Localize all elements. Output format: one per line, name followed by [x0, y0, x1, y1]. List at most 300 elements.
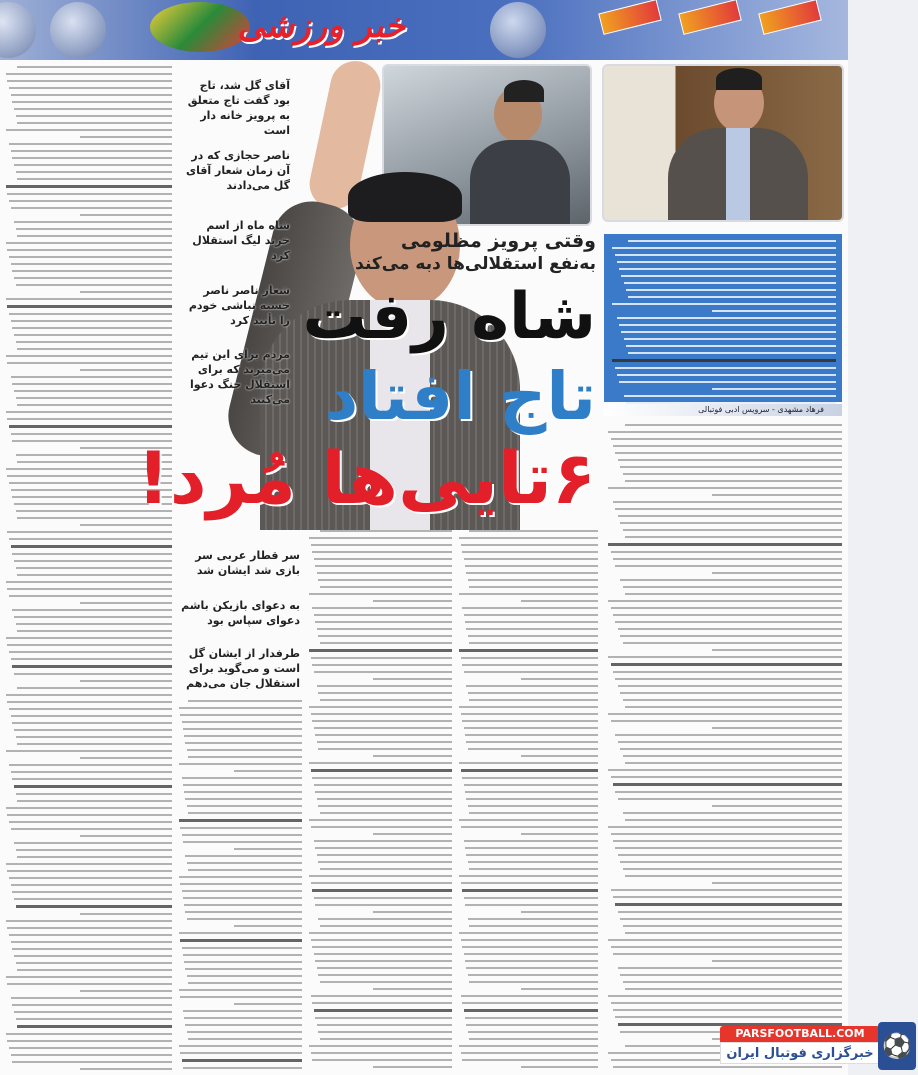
- text-line: [618, 741, 842, 743]
- text-line: [317, 628, 452, 630]
- text-line: [183, 728, 302, 730]
- text-line: [468, 692, 598, 694]
- text-line: [314, 953, 452, 955]
- text-line: [312, 889, 452, 892]
- text-line: [9, 87, 172, 89]
- text-line: [12, 665, 172, 668]
- text-line: [620, 918, 842, 920]
- text-line: [461, 713, 598, 715]
- text-line: [14, 898, 172, 900]
- text-line: [11, 658, 172, 660]
- text-line: [625, 875, 842, 877]
- text-line: [521, 600, 598, 602]
- text-line: [459, 819, 598, 821]
- text-line: [6, 581, 172, 583]
- pull-quote: ناصر حجازی که در آن زمان شعار آقای گل می‌دادند: [186, 149, 290, 192]
- text-line: [628, 296, 836, 298]
- text-line: [613, 783, 842, 786]
- text-line: [188, 756, 302, 758]
- text-line: [182, 777, 302, 779]
- text-line: [6, 185, 172, 188]
- text-line: [712, 572, 842, 574]
- text-line: [312, 1002, 452, 1004]
- text-line: [312, 607, 452, 609]
- text-column: [606, 424, 842, 1074]
- text-line: [6, 694, 172, 696]
- football-graphic: [50, 2, 106, 58]
- text-line: [80, 1068, 172, 1070]
- text-line: [179, 819, 302, 822]
- text-line: [465, 1017, 598, 1019]
- text-line: [309, 932, 452, 934]
- text-line: [466, 798, 598, 800]
- text-line: [625, 706, 842, 708]
- text-line: [615, 254, 836, 256]
- text-line: [17, 800, 172, 802]
- text-line: [625, 988, 842, 990]
- footballer-icon: ⚽: [878, 1022, 916, 1070]
- text-line: [318, 1031, 452, 1033]
- text-line: [318, 748, 452, 750]
- text-line: [12, 948, 172, 950]
- text-line: [6, 411, 172, 413]
- text-line: [182, 947, 302, 949]
- text-line: [11, 207, 172, 209]
- pull-quote: شعار ناصر ناصر خسته نباشی خودم را تأیید کرد: [188, 284, 290, 327]
- text-line: [613, 501, 842, 503]
- watermark-tagline: خبرگزاری فوتبال ایران: [720, 1042, 880, 1064]
- text-line: [11, 376, 172, 378]
- text-line: [16, 171, 172, 173]
- text-line: [7, 531, 172, 533]
- text-line: [7, 80, 172, 82]
- text-line: [461, 939, 598, 941]
- text-line: [11, 433, 172, 435]
- text-line: [712, 727, 842, 729]
- pull-quote: طرفدار از ایشان گل است و می‌گوید برای استقلال جان می‌دهم: [186, 647, 300, 690]
- issue-thumbnail: [758, 0, 822, 35]
- text-line: [7, 362, 172, 364]
- text-line: [615, 621, 842, 623]
- text-line: [9, 538, 172, 540]
- text-line: [608, 431, 842, 433]
- text-column: [178, 700, 302, 1074]
- text-line: [373, 988, 452, 990]
- text-line: [80, 913, 172, 915]
- text-line: [459, 932, 598, 934]
- text-line: [615, 678, 842, 680]
- text-line: [7, 1040, 172, 1042]
- text-line: [462, 720, 598, 722]
- text-line: [6, 298, 172, 300]
- text-line: [465, 904, 598, 906]
- text-line: [80, 136, 172, 138]
- text-line: [12, 1061, 172, 1063]
- text-line: [7, 588, 172, 590]
- text-line: [185, 1024, 302, 1026]
- text-line: [320, 981, 452, 983]
- text-line: [14, 277, 172, 279]
- text-line: [311, 995, 452, 997]
- text-line: [311, 882, 452, 884]
- text-line: [608, 656, 842, 658]
- text-line: [621, 275, 836, 277]
- text-line: [183, 1010, 302, 1012]
- pull-quote: شاه ماه از اسم خرید لیگ استقلال کرد: [192, 219, 290, 262]
- text-line: [185, 855, 302, 857]
- text-line: [12, 553, 172, 555]
- masthead-logo: خبر ورزشی: [235, 6, 413, 46]
- text-line: [188, 982, 302, 984]
- text-line: [615, 565, 842, 567]
- text-line: [624, 338, 836, 340]
- text-line: [625, 536, 842, 538]
- text-line: [80, 602, 172, 604]
- text-line: [611, 551, 842, 553]
- text-line: [185, 798, 302, 800]
- text-line: [16, 397, 172, 399]
- text-line: [9, 821, 172, 823]
- text-line: [623, 473, 842, 475]
- text-line: [615, 508, 842, 510]
- text-line: [613, 614, 842, 616]
- parsfootball-watermark: [712, 1022, 916, 1072]
- text-line: [373, 911, 452, 913]
- text-line: [611, 833, 842, 835]
- text-line: [608, 600, 842, 602]
- text-line: [312, 946, 452, 948]
- text-line: [468, 748, 598, 750]
- text-line: [620, 748, 842, 750]
- text-line: [612, 303, 836, 305]
- text-line: [14, 955, 172, 957]
- football-graphic: [490, 2, 546, 58]
- text-line: [619, 268, 836, 270]
- text-line: [608, 543, 842, 546]
- text-line: [314, 897, 452, 899]
- text-line: [469, 530, 598, 532]
- text-line: [317, 685, 452, 687]
- text-line: [464, 671, 598, 673]
- text-line: [315, 847, 452, 849]
- text-line: [464, 897, 598, 899]
- text-line: [466, 685, 598, 687]
- text-line: [17, 178, 172, 180]
- text-line: [521, 911, 598, 913]
- text-line: [461, 657, 598, 659]
- text-line: [618, 628, 842, 630]
- text-line: [712, 388, 836, 390]
- text-line: [180, 939, 302, 942]
- text-line: [317, 1024, 452, 1026]
- text-line: [466, 967, 598, 969]
- text-line: [468, 861, 598, 863]
- text-line: [468, 635, 598, 637]
- text-line: [468, 1031, 598, 1033]
- text-line: [6, 129, 172, 131]
- text-line: [615, 903, 842, 906]
- text-line: [317, 741, 452, 743]
- text-line: [608, 826, 842, 828]
- text-line: [459, 593, 598, 595]
- masthead-banner: [0, 0, 848, 60]
- text-line: [17, 574, 172, 576]
- text-line: [7, 870, 172, 872]
- text-line: [314, 1009, 452, 1012]
- text-line: [234, 770, 302, 772]
- text-line: [180, 1052, 302, 1054]
- text-line: [311, 826, 452, 828]
- text-line: [309, 649, 452, 652]
- text-line: [615, 452, 842, 454]
- text-line: [315, 791, 452, 793]
- text-line: [14, 785, 172, 788]
- text-line: [521, 678, 598, 680]
- text-line: [309, 762, 452, 764]
- text-line: [14, 729, 172, 731]
- text-line: [17, 687, 172, 689]
- text-line: [613, 953, 842, 955]
- text-line: [7, 983, 172, 985]
- text-line: [311, 939, 452, 941]
- text-line: [466, 628, 598, 630]
- text-line: [317, 572, 452, 574]
- text-line: [462, 1002, 598, 1004]
- text-line: [187, 975, 302, 977]
- text-line: [80, 835, 172, 837]
- text-line: [7, 644, 172, 646]
- text-line: [462, 551, 598, 553]
- text-line: [462, 889, 598, 892]
- text-line: [12, 722, 172, 724]
- text-line: [615, 847, 842, 849]
- text-line: [11, 771, 172, 773]
- text-line: [315, 1017, 452, 1019]
- text-line: [620, 466, 842, 468]
- text-line: [14, 164, 172, 166]
- text-line: [461, 1052, 598, 1054]
- text-line: [464, 784, 598, 786]
- text-line: [6, 920, 172, 922]
- text-line: [311, 544, 452, 546]
- intro-box: [604, 234, 842, 402]
- text-line: [521, 1066, 598, 1068]
- headline-line-2: تاج افتاد: [324, 358, 596, 435]
- text-line: [14, 842, 172, 844]
- text-line: [611, 438, 842, 440]
- text-line: [611, 720, 842, 722]
- text-line: [12, 101, 172, 103]
- text-line: [620, 635, 842, 637]
- text-line: [469, 642, 598, 644]
- text-line: [80, 369, 172, 371]
- text-line: [461, 769, 598, 772]
- text-line: [14, 673, 172, 675]
- text-line: [9, 934, 172, 936]
- text-line: [179, 876, 302, 878]
- text-line: [615, 1016, 842, 1018]
- pull-quote: مردم برای این تیم می‌میرند که برای استقلال جنگ دعوا می‌کنند: [189, 348, 290, 406]
- text-line: [620, 579, 842, 581]
- text-line: [613, 896, 842, 898]
- text-line: [311, 713, 452, 715]
- text-line: [465, 565, 598, 567]
- text-line: [9, 425, 172, 428]
- text-line: [12, 891, 172, 893]
- text-line: [17, 404, 172, 406]
- text-line: [314, 614, 452, 616]
- text-line: [12, 270, 172, 272]
- text-line: [188, 700, 302, 702]
- text-line: [469, 925, 598, 927]
- text-line: [320, 530, 452, 532]
- text-line: [17, 969, 172, 971]
- text-line: [611, 663, 842, 666]
- portrait-photo: [602, 64, 844, 222]
- text-line: [628, 352, 836, 354]
- text-line: [621, 331, 836, 333]
- text-column: [308, 530, 452, 1074]
- text-line: [14, 616, 172, 618]
- text-line: [373, 600, 452, 602]
- text-line: [459, 762, 598, 764]
- text-line: [185, 742, 302, 744]
- text-line: [7, 418, 172, 420]
- text-line: [712, 494, 842, 496]
- text-line: [318, 635, 452, 637]
- text-line: [16, 341, 172, 343]
- text-line: [9, 143, 172, 145]
- text-line: [188, 1038, 302, 1040]
- text-line: [468, 805, 598, 807]
- text-line: [12, 1004, 172, 1006]
- text-line: [624, 395, 836, 397]
- text-line: [17, 66, 172, 68]
- text-line: [466, 1024, 598, 1026]
- text-line: [620, 974, 842, 976]
- text-line: [469, 586, 598, 588]
- text-line: [9, 1047, 172, 1049]
- text-line: [521, 833, 598, 835]
- text-line: [309, 593, 452, 595]
- text-line: [469, 981, 598, 983]
- text-line: [183, 954, 302, 956]
- text-line: [317, 798, 452, 800]
- headline-line-1: شاه رفت: [302, 280, 596, 354]
- text-line: [315, 621, 452, 623]
- text-line: [7, 249, 172, 251]
- text-line: [613, 840, 842, 842]
- issue-thumbnail: [598, 0, 662, 35]
- text-line: [320, 586, 452, 588]
- text-line: [608, 995, 842, 997]
- text-line: [611, 946, 842, 948]
- text-line: [618, 459, 842, 461]
- text-line: [16, 962, 172, 964]
- text-line: [613, 445, 842, 447]
- text-line: [6, 863, 172, 865]
- text-line: [179, 932, 302, 934]
- text-line: [315, 734, 452, 736]
- text-line: [183, 1067, 302, 1069]
- text-line: [469, 812, 598, 814]
- text-line: [461, 544, 598, 546]
- text-line: [309, 819, 452, 821]
- text-line: [16, 115, 172, 117]
- text-line: [612, 359, 836, 362]
- watermark-domain: PARSFOOTBALL.COM: [720, 1026, 880, 1042]
- text-line: [185, 968, 302, 970]
- text-line: [9, 764, 172, 766]
- text-line: [461, 995, 598, 997]
- text-line: [462, 664, 598, 666]
- text-line: [185, 911, 302, 913]
- text-line: [464, 953, 598, 955]
- text-line: [462, 607, 598, 609]
- pull-quote: به دعوای بازیکن باشم دعوای سپاس بود: [181, 599, 300, 627]
- text-line: [234, 925, 302, 927]
- text-line: [625, 424, 842, 426]
- text-line: [17, 122, 172, 124]
- text-line: [465, 847, 598, 849]
- text-line: [608, 487, 842, 489]
- text-line: [14, 221, 172, 223]
- text-line: [623, 812, 842, 814]
- text-line: [17, 235, 172, 237]
- text-line: [12, 778, 172, 780]
- text-line: [11, 941, 172, 943]
- text-line: [613, 1009, 842, 1011]
- text-line: [14, 1011, 172, 1013]
- text-line: [625, 593, 842, 595]
- text-line: [320, 925, 452, 927]
- text-line: [9, 877, 172, 879]
- text-column: [458, 530, 598, 1074]
- text-line: [459, 649, 598, 652]
- text-line: [459, 537, 598, 539]
- text-line: [180, 714, 302, 716]
- text-line: [465, 960, 598, 962]
- text-line: [16, 567, 172, 569]
- text-line: [466, 854, 598, 856]
- text-line: [314, 840, 452, 842]
- text-line: [183, 841, 302, 843]
- text-line: [314, 558, 452, 560]
- text-line: [179, 707, 302, 709]
- text-line: [180, 827, 302, 829]
- text-line: [80, 757, 172, 759]
- text-line: [712, 649, 842, 651]
- text-line: [317, 854, 452, 856]
- text-line: [620, 692, 842, 694]
- text-line: [11, 94, 172, 96]
- text-line: [373, 833, 452, 835]
- text-line: [625, 762, 842, 764]
- text-line: [17, 743, 172, 745]
- text-line: [9, 313, 172, 315]
- text-line: [712, 805, 842, 807]
- text-line: [12, 383, 172, 385]
- text-line: [11, 1054, 172, 1056]
- text-line: [314, 727, 452, 729]
- text-line: [16, 793, 172, 795]
- text-line: [462, 946, 598, 948]
- text-line: [311, 1052, 452, 1054]
- text-line: [465, 734, 598, 736]
- text-line: [608, 713, 842, 715]
- text-line: [459, 1045, 598, 1047]
- text-line: [311, 769, 452, 772]
